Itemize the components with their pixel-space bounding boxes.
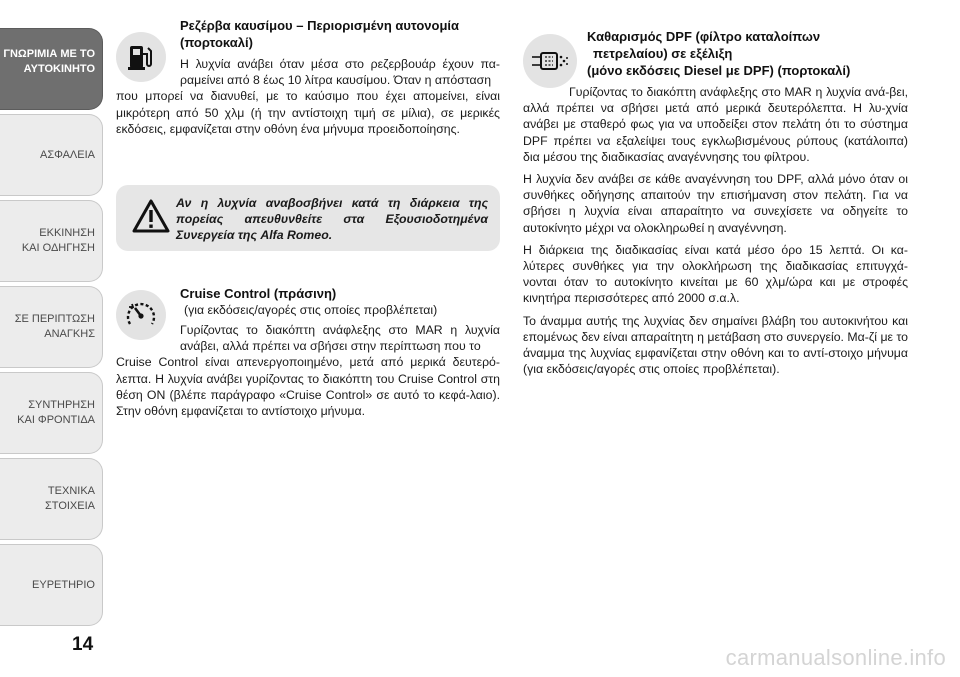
tab-emergency[interactable] (0, 286, 103, 368)
cruise-body-indented: Γυρίζοντας το διακόπτη ανάφλεξης στο MAR η λυχνία ανάβει, αλλά πρέπει να σβήσει στην περίπτωση που το (180, 323, 500, 354)
section-title-line3: (μόνο εκδόσεις Diesel με DPF) (πορτοκαλί) (587, 63, 851, 78)
dpf-paragraph-1: Γυρίζοντας το διακόπτη ανάφλεξης στο MAR η λυχνία ανά-βει, αλλά πρέπει να σβήσει μετά από μερικά δευτερόλεπτα. Η λυ-χνία ανάβει με σταθερό φως για να υποδείξει στον πελάτη ότι το σύστημα DPF πρέπει να εξαλείψει τους εγκλωβισμένους ρύπους (κατάλοιπα) δια μέσου της διαδικασίας αναγέννησης του φίλτρου. (523, 85, 908, 164)
warning-text: Αν η λυχνία αναβοσβήνει κατά τη διάρκεια της πορείας απευθυνθείτε στα Εξουσιοδοτημένα Συνεργεία της Alfa Romeo. (176, 196, 488, 242)
section-title-line2: (πορτοκαλί) (180, 35, 253, 50)
watermark: carmanualsonline.info (725, 645, 946, 670)
dpf-section-heading (523, 28, 908, 79)
tab-label-line1: ΤΕΧΝΙΚΑ (47, 485, 95, 497)
section-title-line2: πετρελαίου) σε εξέλιξη (593, 46, 733, 61)
tab-label-line2: ΑΥΤΟΚΙΝΗΤΟ (23, 63, 95, 75)
tab-label-line2: ΣΤΟΙΧΕΙΑ (45, 500, 95, 512)
page-number: 14 (72, 634, 94, 655)
tab-starting-driving[interactable] (0, 200, 103, 282)
dpf-section (523, 28, 908, 377)
warning-triangle-icon (132, 199, 170, 233)
tab-label-line2: ΚΑΙ ΦΡΟΝΤΙΔΑ (17, 414, 95, 426)
fuel-body-indented: Η λυχνία ανάβει όταν μέσα στο ρεζερβουάρ έχουν πα-ραμείνει από 8 έως 10 λίτρα καυσίμου. Όταν η απόσταση (180, 57, 500, 88)
cruise-section-heading (116, 285, 500, 318)
tab-label-line1: ΕΚΚΙΝΗΣΗ (39, 227, 95, 239)
tab-safety[interactable] (0, 114, 103, 196)
tab-label-line1: ΕΥΡΕΤΗΡΙΟ (32, 578, 95, 591)
tab-maintenance[interactable] (0, 372, 103, 454)
tab-label-line1: ΣΥΝΤΗΡΗΣΗ (28, 399, 95, 411)
section-subtitle: (για εκδόσεις/αγορές στις οποίες προβλέπεται) (184, 303, 438, 317)
fuel-pump-icon (116, 32, 166, 82)
dpf-paragraph-3: Η διάρκεια της διαδικασίας είναι κατά μέσο όρο 15 λεπτά. Οι κα-λύτερες συνθήκες για την ολοκλήρωση της διαδικασίας επιτυγχά-νονται όταν το αυτοκίνητο κινείται με 60 χλμ/ώρα και με στροφές κινητήρα περισσότερες από 2000 σ.α.λ. (523, 242, 908, 306)
right-column (523, 28, 908, 377)
cruise-body: Cruise Control είναι απενεργοποιημένο, μετά από μερικά δευτερό-λεπτα. Η λυχνία ανάβει γυρίζοντας το διακόπτη του Cruise Control στη θέση ON (βλέπε παράγραφο «Cruise Control» σε αυτό το κεφά-λαιο). Στην οθόνη εμφανίζεται το αντίστοιχο μήνυμα. (116, 355, 500, 419)
fuel-section-heading (116, 17, 500, 51)
cruise-control-icon (116, 290, 166, 340)
dpf-filter-icon (523, 34, 577, 88)
cruise-control-section (116, 285, 500, 419)
section-title: Καθαρισμός DPF (φίλτρο καταλοίπων (587, 29, 821, 44)
fuel-reserve-section (116, 17, 500, 167)
tab-label-line1: ΑΣΦΑΛΕΙΑ (39, 148, 95, 161)
tab-label-line2: ΚΑΙ ΟΔΗΓΗΣΗ (21, 242, 95, 254)
section-title: Cruise Control (πράσινη) (180, 286, 337, 301)
section-title: Ρεζέρβα καυσίμου – Περιορισμένη αυτονομία (180, 18, 460, 33)
tab-label-line1: ΣΕ ΠΕΡΙΠΤΩΣΗ (14, 313, 95, 325)
fuel-body: που μπορεί να διανυθεί, με το καύσιμο που έχει απομείνει, είναι μικρότερη από 50 χλμ (ή την αντίστοιχη τιμή σε μίλια), σε μερικές εκδόσεις, εμφανίζεται στην οθόνη ένα μήνυμα προειδοποίησης. (116, 89, 500, 136)
tab-getting-to-know-car[interactable] (0, 28, 103, 110)
tab-label-line1: ΓΝΩΡΙΜΙΑ ΜΕ ΤΟ (3, 48, 95, 60)
dpf-paragraph-4: Το άναμμα αυτής της λυχνίας δεν σημαίνει βλάβη του αυτοκινήτου και επομένως δεν είναι απαραίτητη η μετάβαση στο συνεργείο. Μα-ζί με το άναμμα της λυχνίας εμφανίζεται στην οθόνη και το αντί-στοιχο μήνυμα (για εκδόσεις/αγορές στις οποίες προβλέπεται). (523, 313, 908, 377)
warning-box (116, 185, 500, 251)
tab-index[interactable] (0, 544, 103, 626)
tab-technical-data[interactable] (0, 458, 103, 540)
tab-label-line2: ΑΝΑΓΚΗΣ (44, 328, 95, 340)
dpf-paragraph-2: Η λυχνία δεν ανάβει σε κάθε αναγέννηση του DPF, αλλά μόνο όταν οι συνθήκες οδήγησης απαιτούν την επισήμανση στον πελάτη. Για να σβήσει η λυχνία είναι απαραίτητο να συνεχίσετε να οδηγείτε το αυτοκίνητο μέχρι να ολοκληρωθεί η αναγέννηση. (523, 172, 908, 235)
